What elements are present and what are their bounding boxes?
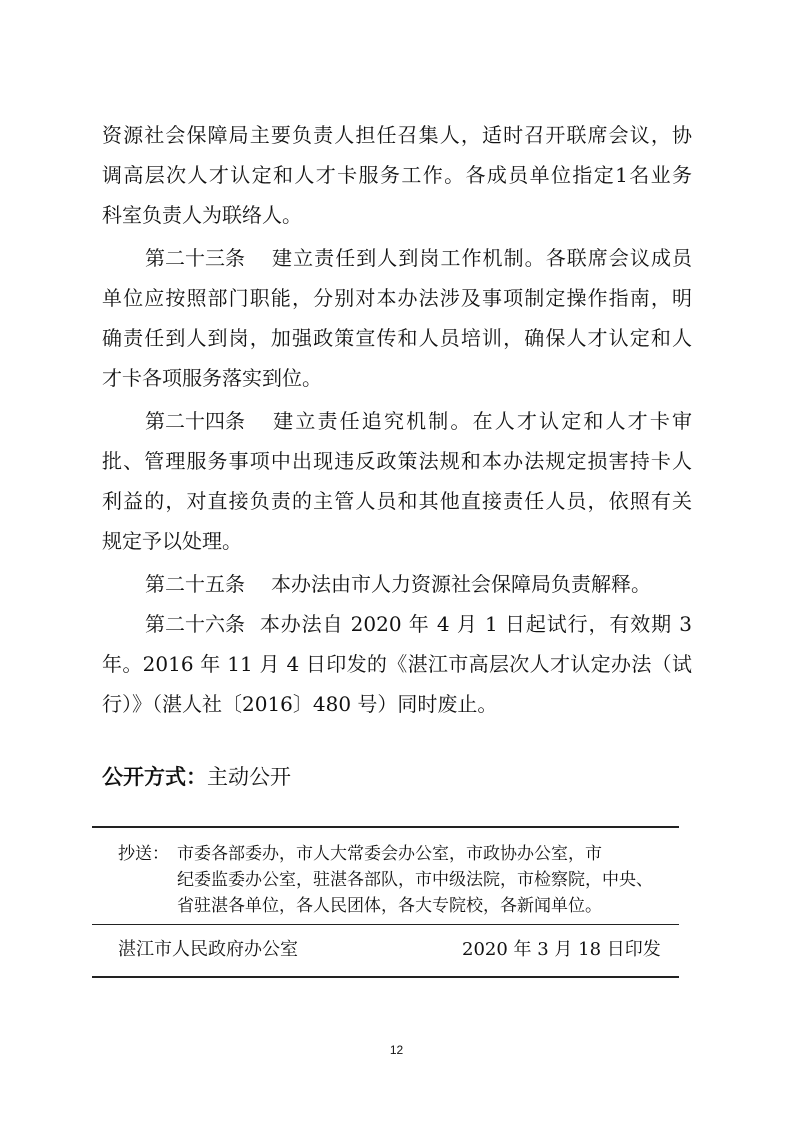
issuing-office: 湛江市人民政府办公室 [118, 939, 298, 960]
article-26-text: 本办法自 2020 年 4 月 1 日起试行，有效期 3 [259, 612, 692, 636]
body-line: 单位应按照部门职能，分别对本办法涉及事项制定操作指南，明 [102, 286, 692, 310]
article-24-first-line [145, 407, 692, 435]
disclosure-method [102, 763, 291, 791]
cc-label: 抄送： [118, 844, 169, 864]
divider-bottom [92, 976, 679, 978]
issue-date: 2020 年 3 月 18 日印发 [462, 939, 661, 960]
body-line: 利益的，对直接负责的主管人员和其他直接责任人员，依照有关 [102, 489, 692, 513]
body-line: 科室负责人为联络人。 [102, 203, 302, 227]
disclosure-value: 主动公开 [207, 765, 291, 789]
article-24-heading: 第二十四条 [145, 409, 245, 433]
article-23-heading: 第二十三条 [145, 246, 245, 270]
article-26-heading: 第二十六条 [145, 612, 245, 636]
article-25-line [145, 570, 692, 598]
page-number: 12 [389, 1043, 404, 1057]
article-26-first-line [145, 610, 692, 638]
article-25-text: 本办法由市人力资源社会保障局负责解释。 [271, 572, 651, 596]
body-line: 调高层次人才认定和人才卡服务工作。各成员单位指定1名业务 [102, 163, 692, 187]
body-line: 年。2016 年 11 月 4 日印发的《湛江市高层次人才认定办法（试 [102, 652, 692, 676]
cc-recipients-line: 市委各部委办，市人大常委会办公室，市政协办公室，市 [177, 844, 602, 864]
article-24-text: 建立责任追究机制。在人才认定和人才卡审 [271, 409, 692, 433]
article-23-first-line [145, 244, 692, 272]
body-line: 资源社会保障局主要负责人担任召集人，适时召开联席会议，协 [102, 123, 692, 147]
body-line: 行）》（湛人社〔2016〕480 号）同时废止。 [102, 692, 498, 716]
body-line: 规定予以处理。 [102, 529, 242, 553]
body-line: 才卡各项服务落实到位。 [102, 366, 322, 390]
body-line: 确责任到人到岗，加强政策宣传和人员培训，确保人才认定和人 [102, 326, 692, 350]
divider-top [92, 826, 679, 828]
body-line: 批、管理服务事项中出现违反政策法规和本办法规定损害持卡人 [102, 449, 692, 473]
cc-recipients-line: 省驻湛各单位，各人民团体，各大专院校，各新闻单位。 [177, 896, 602, 916]
divider-middle [92, 924, 679, 925]
disclosure-label: 公开方式： [102, 765, 207, 789]
cc-recipients-line: 纪委监委办公室，驻湛各部队，市中级法院，市检察院，中央、 [177, 870, 653, 890]
article-25-heading: 第二十五条 [145, 572, 245, 596]
article-23-text: 建立责任到人到岗工作机制。各联席会议成员 [271, 246, 692, 270]
